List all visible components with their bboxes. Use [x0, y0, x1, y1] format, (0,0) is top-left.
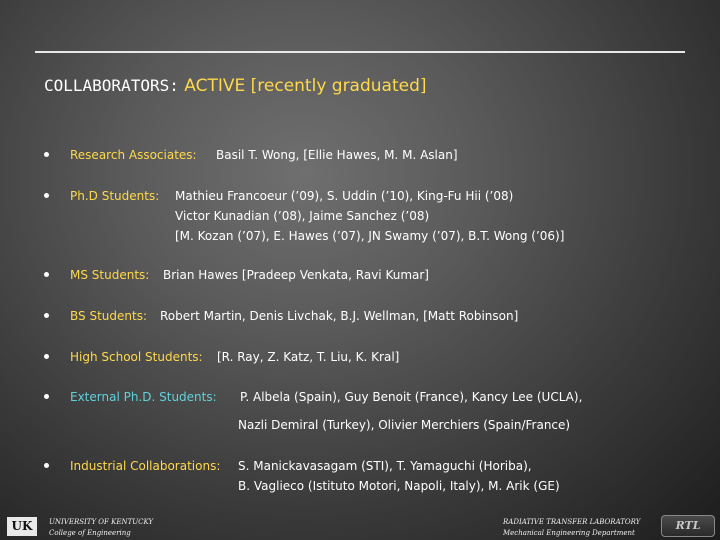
rtl-logo-icon: RTL: [661, 515, 715, 537]
item-value: [R. Ray, Z. Katz, T. Liu, K. Kral]: [217, 350, 400, 364]
item-value: Mathieu Francoeur (’09), S. Uddin (’10), King-Fu Hii (’08): [175, 189, 514, 203]
category-label: BS Students:: [70, 309, 147, 323]
bullet-icon: [44, 272, 49, 277]
footer-college: College of Engineering: [49, 529, 131, 537]
bullet-icon: [44, 354, 49, 359]
bullet-icon: [44, 394, 49, 399]
item-value: Nazli Demiral (Turkey), Olivier Merchiers (Spain/France): [238, 418, 571, 432]
bullet-icon: [44, 313, 49, 318]
title-label: COLLABORATORS:: [44, 76, 179, 95]
title-status: ACTIVE [recently graduated]: [184, 76, 427, 96]
category-label: Ph.D Students:: [70, 189, 160, 203]
category-label: External Ph.D. Students:: [70, 390, 217, 404]
item-value: [M. Kozan (’07), E. Hawes (’07), JN Swamy (’07), B.T. Wong (’06)]: [175, 229, 565, 243]
item-value: B. Vaglieco (Istituto Motori, Napoli, Italy), M. Arik (GE): [238, 479, 560, 493]
title-divider: [35, 51, 685, 53]
category-label: Industrial Collaborations:: [70, 459, 221, 473]
bullet-icon: [44, 152, 49, 157]
footer-department: Mechanical Engineering Department: [503, 529, 635, 537]
item-value: Brian Hawes [Pradeep Venkata, Ravi Kumar]: [163, 268, 429, 282]
bullet-icon: [44, 463, 49, 468]
footer-lab: RADIATIVE TRANSFER LABORATORY: [503, 518, 641, 526]
category-label: Research Associates:: [70, 148, 197, 162]
slide-title: [44, 76, 427, 96]
category-label: High School Students:: [70, 350, 203, 364]
footer-university: UNIVERSITY OF KENTUCKY: [49, 518, 154, 526]
uk-logo-icon: UK: [7, 517, 37, 536]
item-value: Basil T. Wong, [Ellie Hawes, M. M. Aslan]: [216, 148, 458, 162]
item-value: Robert Martin, Denis Livchak, B.J. Wellman, [Matt Robinson]: [160, 309, 519, 323]
item-value: P. Albela (Spain), Guy Benoit (France), Kancy Lee (UCLA),: [240, 390, 583, 404]
category-label: MS Students:: [70, 268, 150, 282]
bullet-icon: [44, 193, 49, 198]
item-value: S. Manickavasagam (STI), T. Yamaguchi (Horiba),: [238, 459, 532, 473]
item-value: Victor Kunadian (’08), Jaime Sanchez (’08): [175, 209, 430, 223]
